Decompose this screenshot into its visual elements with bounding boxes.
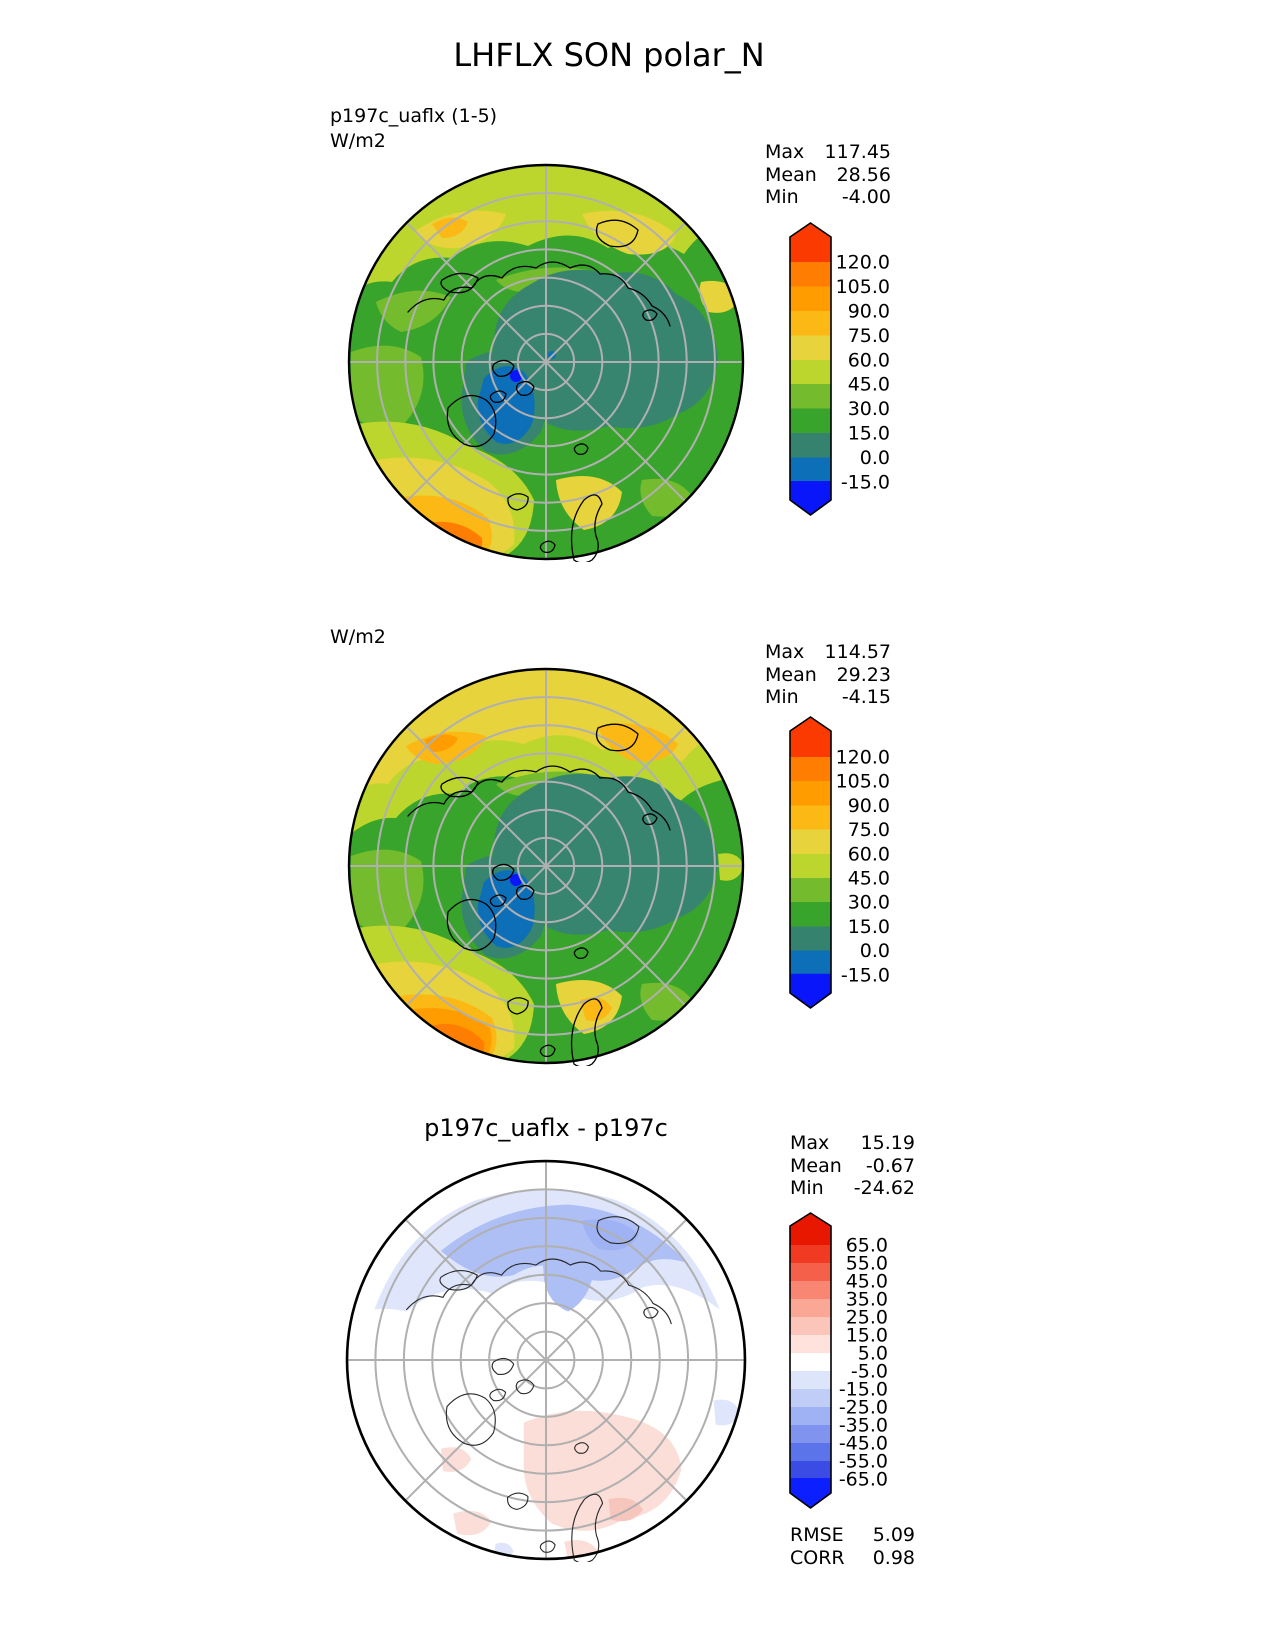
stat-label: Mean	[790, 1154, 842, 1177]
colorbar-band	[790, 1353, 831, 1372]
map-model	[346, 162, 746, 562]
colorbar-extend-bottom	[790, 974, 831, 1008]
colorbar-band	[790, 926, 831, 951]
stat-value: 114.57	[824, 641, 891, 663]
colorbar-svg	[788, 221, 918, 523]
colorbar-tick-label: -15.0	[840, 471, 890, 494]
map-difference	[344, 1158, 748, 1562]
colorbar-tick-label: -35.0	[838, 1414, 888, 1437]
metric-value: 5.09	[872, 1524, 915, 1546]
colorbar-band	[790, 1389, 831, 1408]
stat-label: Min	[765, 186, 799, 208]
stat-value: -4.15	[841, 686, 891, 708]
colorbar-tick-label: 75.0	[847, 819, 890, 842]
stat-value: 28.56	[836, 163, 891, 186]
panel2-units-label: W/m2	[330, 626, 386, 648]
colorbar-extend-top	[790, 223, 831, 263]
colorbar-svg	[788, 1211, 918, 1516]
stat-row	[790, 1155, 915, 1178]
map-reference	[346, 666, 746, 1066]
colorbar-tick-label: -55.0	[838, 1450, 888, 1473]
stat-label: Min	[765, 686, 799, 708]
colorbar-tick-label: -65.0	[838, 1468, 888, 1491]
colorbar-model	[788, 221, 918, 521]
colorbar-band	[790, 1299, 831, 1318]
colorbar-band	[790, 360, 831, 385]
colorbar-tick-label: 0.0	[859, 447, 890, 470]
stat-label: Mean	[765, 163, 817, 186]
stat-value: -24.62	[853, 1177, 915, 1199]
panel3-stats	[790, 1132, 915, 1200]
colorbar-tick-label: 120.0	[835, 746, 890, 769]
colorbar-tick-label: -15.0	[840, 964, 890, 987]
colorbar-tick-label: 60.0	[847, 843, 890, 866]
panel1-label	[330, 104, 497, 154]
colorbar-tick-label: 35.0	[845, 1288, 888, 1311]
colorbar-band	[790, 757, 831, 782]
metric-label: RMSE	[790, 1524, 844, 1546]
colorbar-band	[790, 1371, 831, 1390]
colorbar-band	[790, 902, 831, 927]
colorbar-band	[790, 1263, 831, 1282]
colorbar-band	[790, 1281, 831, 1300]
colorbar-band	[790, 781, 831, 806]
stat-row	[765, 664, 891, 687]
colorbar-tick-label: 90.0	[847, 794, 890, 817]
colorbar-tick-label: 5.0	[857, 1342, 888, 1365]
colorbar-tick-label: 0.0	[859, 940, 890, 963]
stat-row	[790, 1177, 915, 1200]
colorbar-tick-label: 15.0	[845, 1324, 888, 1347]
colorbar-tick-label: 15.0	[847, 915, 890, 938]
colorbar-tick-label: 25.0	[845, 1306, 888, 1329]
colorbar-band	[790, 384, 831, 409]
colorbar-band	[790, 1317, 831, 1336]
colorbar-band	[790, 433, 831, 458]
colorbar-tick-label: 55.0	[845, 1252, 888, 1275]
colorbar-extend-top	[790, 1213, 831, 1246]
stat-value: 15.19	[860, 1132, 915, 1154]
colorbar-band	[790, 262, 831, 287]
colorbar-tick-label: 105.0	[835, 275, 890, 298]
stat-value: 117.45	[824, 141, 891, 163]
colorbar-extend-top	[790, 717, 831, 758]
stat-label: Max	[765, 141, 805, 163]
colorbar-tick-label: 105.0	[835, 770, 890, 793]
stat-label: Min	[790, 1177, 824, 1199]
colorbar-band	[790, 951, 831, 976]
colorbar-tick-label: -45.0	[838, 1432, 888, 1455]
colorbar-band	[790, 1335, 831, 1354]
colorbar-band	[790, 1461, 831, 1480]
graticule-layer	[349, 165, 743, 559]
stat-row	[765, 641, 891, 664]
colorbar-tick-label: -25.0	[838, 1396, 888, 1419]
stat-row	[765, 186, 891, 209]
graticule-layer	[347, 1161, 745, 1559]
colorbar-band	[790, 1443, 831, 1462]
stat-value: -4.00	[841, 186, 891, 208]
colorbar-tick-label: -5.0	[850, 1360, 888, 1383]
colorbar-band	[790, 1245, 831, 1264]
metric-label: CORR	[790, 1546, 845, 1569]
colorbar-band	[790, 286, 831, 311]
stat-row	[790, 1132, 915, 1155]
colorbar-band	[790, 311, 831, 336]
colorbar-band	[790, 1407, 831, 1426]
graticule-layer	[349, 669, 743, 1063]
colorbar-band	[790, 1425, 831, 1444]
stat-row	[765, 686, 891, 709]
colorbar-tick-label: -15.0	[838, 1378, 888, 1401]
colorbar-band	[790, 409, 831, 434]
stat-row	[765, 164, 891, 187]
colorbar-tick-label: 30.0	[847, 398, 890, 421]
colorbar-reference	[788, 715, 918, 1015]
colorbar-tick-label: 65.0	[845, 1234, 888, 1257]
colorbar-band	[790, 335, 831, 360]
figure-title: LHFLX SON polar_N	[453, 36, 765, 74]
colorbar-band	[790, 830, 831, 855]
colorbar-tick-label: 90.0	[847, 300, 890, 323]
panel1-dataset-label: p197c_uaflx (1-5)	[330, 105, 498, 127]
colorbar-band	[790, 458, 831, 483]
metric-row	[790, 1547, 915, 1570]
colorbar-extend-bottom	[790, 481, 831, 515]
colorbar-band	[790, 878, 831, 903]
colorbar-extend-bottom	[790, 1478, 831, 1508]
colorbar-tick-label: 45.0	[847, 373, 890, 396]
colorbar-svg	[788, 715, 918, 1016]
stat-label: Mean	[765, 663, 817, 686]
panel2-label	[330, 625, 386, 650]
panel2-stats	[765, 641, 891, 709]
metric-row	[790, 1524, 915, 1547]
colorbar-tick-label: 15.0	[847, 422, 890, 445]
stat-row	[765, 141, 891, 164]
metric-value: 0.98	[872, 1546, 915, 1569]
colorbar-tick-label: 120.0	[835, 251, 890, 274]
colorbar-tick-label: 45.0	[845, 1270, 888, 1293]
colorbar-tick-label: 30.0	[847, 891, 890, 914]
panel3-metrics	[790, 1524, 915, 1569]
colorbar-tick-label: 45.0	[847, 867, 890, 890]
colorbar-band	[790, 854, 831, 879]
stat-label: Max	[765, 641, 805, 663]
colorbar-band	[790, 805, 831, 830]
stat-label: Max	[790, 1132, 830, 1154]
stat-value: -0.67	[865, 1154, 915, 1177]
colorbar-tick-label: 60.0	[847, 349, 890, 372]
colorbar-tick-label: 75.0	[847, 324, 890, 347]
panel1-stats	[765, 141, 891, 209]
colorbar-difference	[788, 1211, 918, 1515]
panel1-units-label: W/m2	[330, 130, 386, 152]
stat-value: 29.23	[836, 663, 891, 686]
panel3-title: p197c_uaflx - p197c	[424, 1114, 668, 1142]
